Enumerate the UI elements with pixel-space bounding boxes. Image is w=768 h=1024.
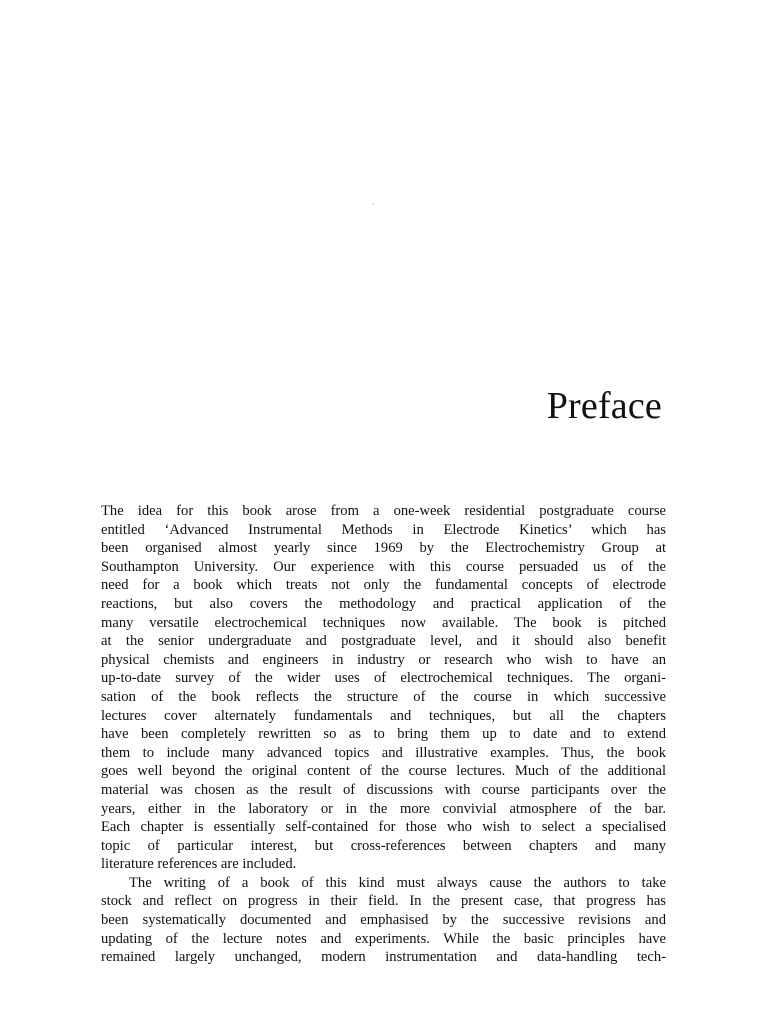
text-line: at the senior undergraduate and postgraduate level, and it should also benefit	[101, 633, 666, 650]
text-line: up-to-date survey of the wider uses of electrochemical techniques. The organi-	[101, 670, 666, 687]
text-line: stock and reflect on progress in their field. In the present case, that progress has	[101, 893, 666, 910]
text-line: Southampton University. Our experience with this course persuaded us of the	[101, 558, 666, 575]
text-line: been organised almost yearly since 1969 by the Electrochemistry Group at	[101, 540, 666, 557]
page-title: Preface	[546, 385, 662, 427]
text-line: updating of the lecture notes and experiments. While the basic principles have	[101, 930, 666, 947]
text-line: been systematically documented and emphasised by the successive revisions and	[101, 912, 666, 929]
paragraph-end-line: literature references are included.	[101, 856, 297, 873]
text-line: material was chosen as the result of discussions with course participants over the	[101, 781, 666, 798]
text-line: remained largely unchanged, modern instrumentation and data-handling tech-	[101, 949, 666, 966]
text-line: have been completely rewritten so as to bring them up to date and to extend	[101, 726, 666, 743]
text-line: entitled ‘Advanced Instrumental Methods in Electrode Kinetics’ which has	[101, 521, 666, 538]
text-line: physical chemists and engineers in industry or research who wish to have an	[101, 651, 666, 668]
text-line: reactions, but also covers the methodology and practical application of the	[101, 595, 666, 612]
text-line: many versatile electrochemical techniques now available. The book is pitched	[101, 614, 666, 631]
text-line: sation of the book reflects the structure of the course in which successive	[101, 688, 666, 705]
text-line: goes well beyond the original content of the course lectures. Much of the additional	[101, 763, 666, 780]
text-line: years, either in the laboratory or in the more convivial atmosphere of the bar.	[101, 800, 666, 817]
preface-body	[101, 502, 666, 967]
text-line: lectures cover alternately fundamentals and techniques, but all the chapters	[101, 707, 666, 724]
text-line: topic of particular interest, but cross-references between chapters and many	[101, 837, 666, 854]
paper-speck	[372, 203, 374, 205]
text-line: The idea for this book arose from a one-week residential postgraduate course	[101, 503, 666, 519]
text-line: them to include many advanced topics and illustrative examples. Thus, the book	[101, 744, 666, 761]
paragraph-start-line: The writing of a book of this kind must always cause the authors to take	[129, 874, 666, 891]
text-line: Each chapter is essentially self-contained for those who wish to select a specialised	[101, 819, 666, 836]
text-line: need for a book which treats not only the fundamental concepts of electrode	[101, 577, 666, 594]
